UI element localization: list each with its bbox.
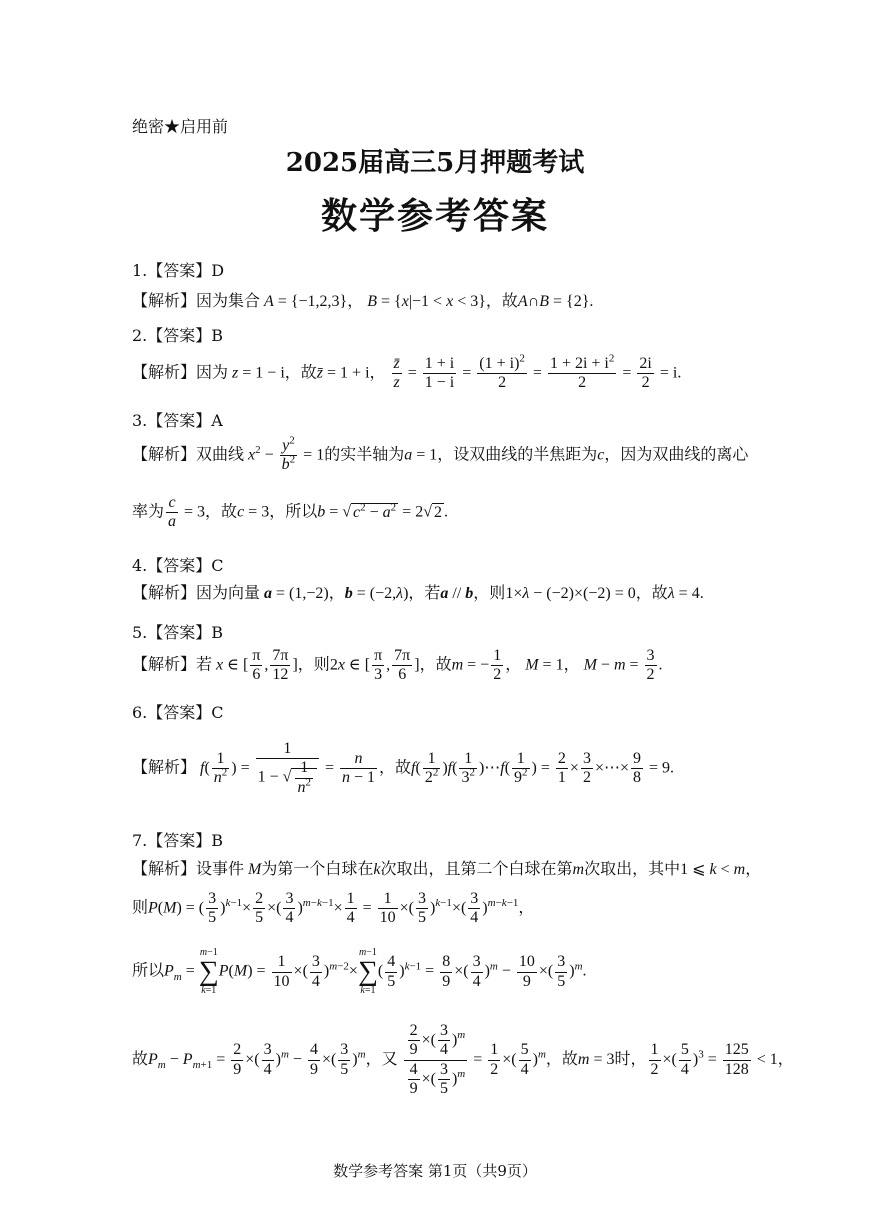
document-title: 数学参考答案	[320, 195, 549, 237]
q7-analysis-line3: 所以$P_m$ = m−1 ∑ k=1 P(M) = $\frac{1}{10}$ ×( $\frac{3}{4}$ )$^{m-2}$× m−1 ∑ k=1 ( $\frac{4}{5}$ )$^{k-1}$ = $\frac{8}{9}$ ×( $\frac{3}{4}$ )$^m$ − $\frac{10}{9}$ ×( $\frac{3}{5}$ )$^m$.	[132, 947, 587, 996]
q1-analysis: 【解析】因为集合 A = {−1,2,3}， B = {x|−1 < x < 3}，故A∩B = {2}.	[132, 293, 594, 310]
q2-answer: 2.【答案】B	[132, 326, 224, 345]
page-footer: 数学参考答案 第1页（共9页）	[333, 1162, 537, 1180]
exam-title: 2025届高三5月押题考试	[285, 148, 585, 178]
q3-answer: 3.【答案】A	[132, 411, 223, 430]
q2-analysis: 【解析】因为 z = 1 − i，故z̄ = 1 + i， $\frac{z̄}{z}$ = $\frac{1 + i}{1 - i}$ = $\frac{(1 + i)^2}{2}$ = $\frac{1 + 2i + i^2}{2}$ = $\frac{2i}{2}$ = i.	[132, 352, 682, 392]
q6-analysis: 【解析】 f( $\frac{1}{n^2}$ ) = 1 1 − √ $\frac{1}{n^2}$ = $\frac{n}{n - 1}$ ，故f( $\frac{1}{2^2}$ )f( $\frac{1}{3^2}$ )⋯f( $\frac{1}{9^2}$ ) = $\frac{2}{1}$ × $\frac{3}{2}$ ×⋯× $\frac{9}{8}$ = 9.	[132, 740, 675, 796]
q4-analysis: 【解析】因为向量 a = (1,−2)，b = (−2,λ)，若a // b，则1×λ − (−2)×(−2) = 0，故λ = 4.	[132, 585, 704, 602]
q7-answer: 7.【答案】B	[132, 831, 224, 850]
q7-analysis-line4: 故$P_m - P_{m+1}$ = $\frac{2}{9}$ ×( $\frac{3}{4}$ )$^m$ − $\frac{4}{9}$ ×( $\frac{3}{5}$ )$^m$，又 $\frac{2}{9}$ ×( $\frac{3}{4}$ )$^m$ $\frac{4}{9}$ ×( $\frac{3}{5}$ )$^m$ = $\frac{1}{2}$ ×( $\frac{5}{4}$ )$^m$，故m = 3时， $\frac{1}{2}$ ×( $\frac{5}{4}$ )$^3$ = $\frac{125}{128}$ < 1，	[132, 1022, 794, 1098]
q5-answer: 5.【答案】B	[132, 623, 224, 642]
q3-analysis-line1: 【解析】双曲线 $x^2$ − $\frac{y^2}{b^2}$ = 1的实半轴为a = 1，设双曲线的半焦距为c，因为双曲线的离心	[132, 434, 749, 474]
q1-answer: 1.【答案】D	[132, 261, 225, 280]
q5-analysis: 【解析】若 x ∈ [ $\frac{\pi}{6}$ , $\frac{7\pi}{12}$ ]，则2x ∈ [ $\frac{\pi}{3}$ , $\frac{7\pi}{6}$ ]，故m = − $\frac{1}{2}$ ， M = 1， M − m = $\frac{3}{2}$ .	[132, 647, 663, 684]
q4-answer: 4.【答案】C	[132, 556, 224, 575]
confidential-mark: 绝密★启用前	[132, 117, 229, 136]
q3-analysis-line2: 率为 $\frac{c}{a}$ = 3，故c = 3，所以b = √ $c^2 - a^2 = 2√$ 2 .	[132, 494, 448, 531]
q7-analysis-line1: 【解析】设事件 M为第一个白球在k次取出，且第二个白球在第m次取出，其中1 ⩽ k < m，	[132, 861, 762, 878]
q6-answer: 6.【答案】C	[132, 703, 224, 722]
q7-analysis-line2: 则P(M) = ( $\frac{3}{5}$ )$^{k-1}$× $\frac{2}{5}$ ×( $\frac{3}{4}$ )$^{m-k-1}$× $\frac{1}{4}$ = $\frac{1}{10}$ ×( $\frac{3}{5}$ )$^{k-1}$×( $\frac{3}{4}$ )$^{m-k-1}$，	[132, 890, 535, 927]
